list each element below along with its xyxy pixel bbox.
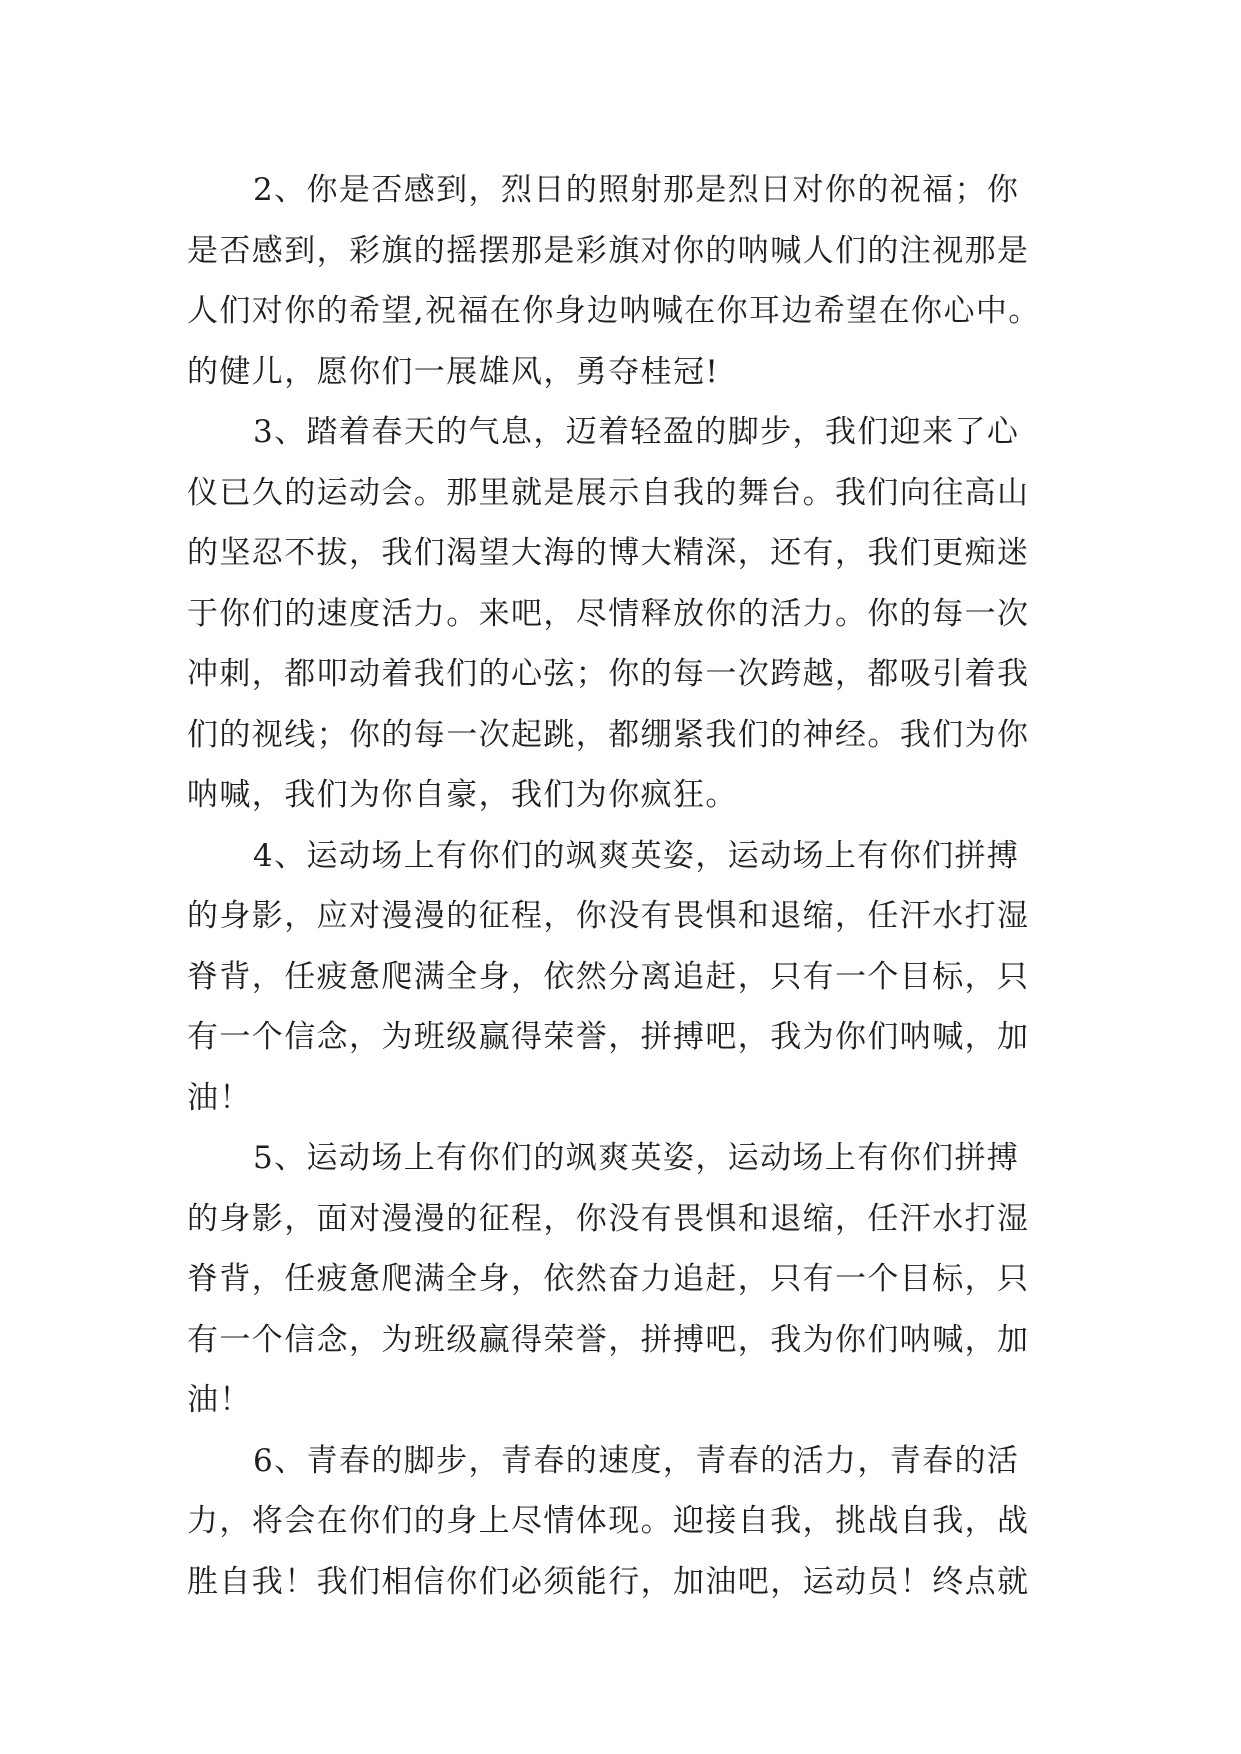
text-line: 脊背，任疲惫爬满全身，依然分离追赶，只有一个目标，只 xyxy=(187,958,1030,995)
text-line: 的健儿，愿你们一展雄风，勇夺桂冠! xyxy=(187,353,720,390)
text-line: 是否感到，彩旗的摇摆那是彩旗对你的呐喊人们的注视那是 xyxy=(187,232,1030,269)
text-line: 的坚忍不拔，我们渴望大海的博大精深，还有，我们更痴迷 xyxy=(187,535,1030,571)
text-line: 仪已久的运动会。那里就是展示自我的舞台。我们向往高山 xyxy=(187,474,1030,511)
text-line: 6、青春的脚步，青春的速度，青春的活力，青春的活 xyxy=(253,1442,1020,1479)
document-body xyxy=(187,160,1087,1612)
text-line: 们的视线；你的每一次起跳，都绷紧我们的神经。我们为你 xyxy=(187,716,1030,753)
paragraph-6 xyxy=(187,1431,1087,1613)
text-line: 胜自我！我们相信你们必须能行，加油吧，运动员！终点就 xyxy=(187,1563,1030,1600)
text-line: 脊背，任疲惫爬满全身，依然奋力追赶，只有一个目标，只 xyxy=(187,1261,1030,1297)
paragraph-4 xyxy=(187,826,1087,1129)
text-line: 呐喊，我们为你自豪，我们为你疯狂。 xyxy=(187,777,738,813)
text-line: 油！ xyxy=(187,1079,252,1116)
text-line: 有一个信念，为班级赢得荣誉，拼搏吧，我为你们呐喊，加 xyxy=(187,1321,1030,1358)
text-line: 的身影，面对漫漫的征程，你没有畏惧和退缩，任汗水打湿 xyxy=(187,1200,1030,1237)
text-line: 于你们的速度活力。来吧，尽情释放你的活力。你的每一次 xyxy=(187,595,1030,632)
paragraph-5 xyxy=(187,1128,1087,1431)
paragraph-2 xyxy=(187,160,1087,402)
text-line: 3、踏着春天的气息，迈着轻盈的脚步，我们迎来了心 xyxy=(253,414,1020,450)
text-line: 4、运动场上有你们的飒爽英姿，运动场上有你们拼搏 xyxy=(253,837,1020,874)
text-line: 力，将会在你们的身上尽情体现。迎接自我，挑战自我，战 xyxy=(187,1503,1030,1539)
text-line: 的身影，应对漫漫的征程，你没有畏惧和退缩，任汗水打湿 xyxy=(187,898,1030,934)
paragraph-3 xyxy=(187,402,1087,826)
text-line: 5、运动场上有你们的飒爽英姿，运动场上有你们拼搏 xyxy=(253,1140,1020,1176)
text-line: 2、你是否感到，烈日的照射那是烈日对你的祝福；你 xyxy=(253,172,1020,208)
text-line: 人们对你的希望,祝福在你身边呐喊在你耳边希望在你心中。 xyxy=(187,293,1041,329)
text-line: 油！ xyxy=(187,1382,252,1418)
text-line: 有一个信念，为班级赢得荣誉，拼搏吧，我为你们呐喊，加 xyxy=(187,1019,1030,1055)
text-line: 冲刺，都叩动着我们的心弦；你的每一次跨越，都吸引着我 xyxy=(187,656,1030,692)
